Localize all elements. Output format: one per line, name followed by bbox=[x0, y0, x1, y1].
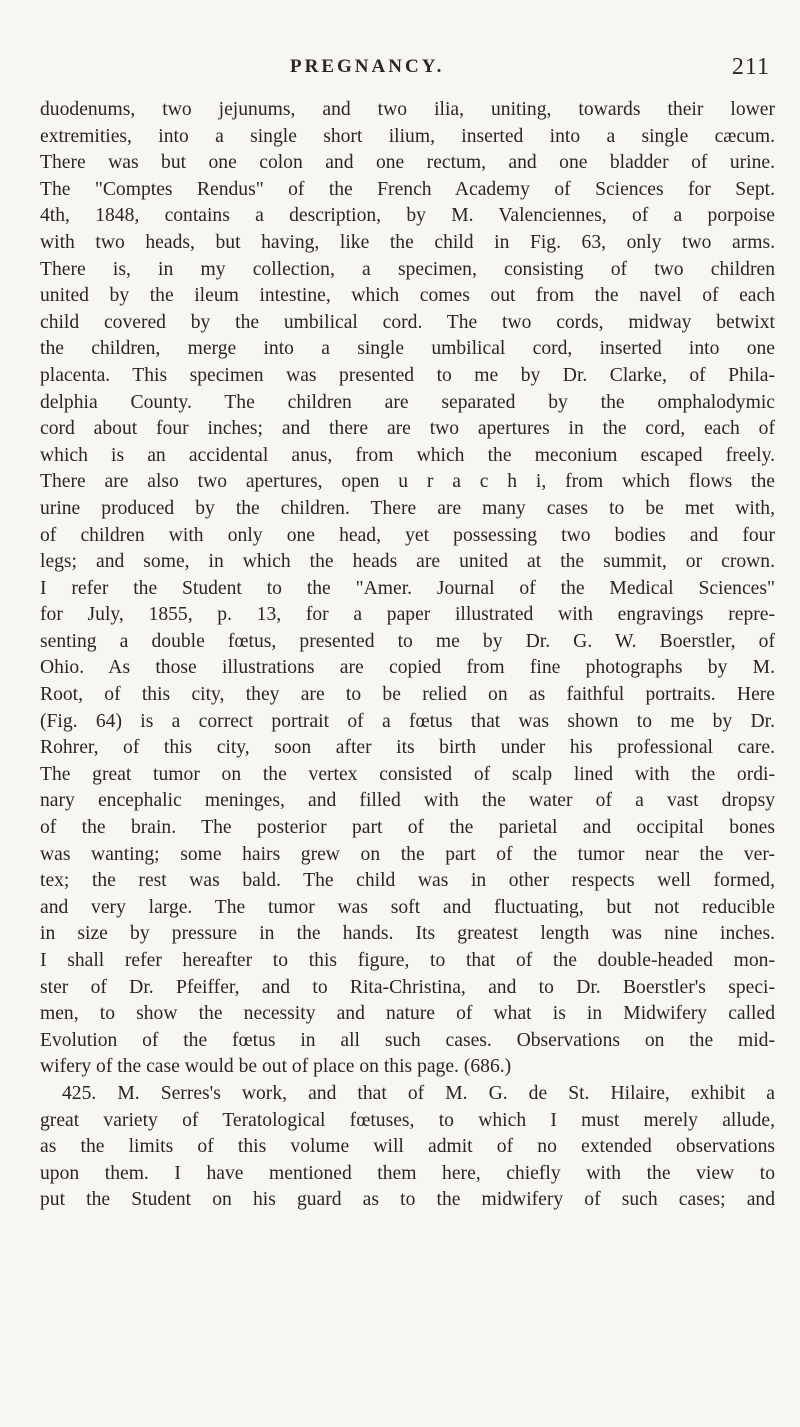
text-line: The great tumor on the vertex consisted of scalp lined with the ordi- bbox=[40, 763, 775, 785]
text-line: delphia County. The children are separated by the omphalodymic bbox=[40, 391, 775, 413]
text-line: wifery of the case would be out of place on this page. (686.) bbox=[40, 1056, 512, 1078]
text-line: with two heads, but having, like the child in Fig. 63, only two arms. bbox=[40, 231, 775, 253]
text-line: duodenums, two jejunums, and two ilia, uniting, towards their lower bbox=[40, 99, 775, 120]
text-line: great variety of Teratological fœtuses, to which I must merely allude, bbox=[40, 1109, 775, 1131]
text-line: There is, in my collection, a specimen, consisting of two children bbox=[40, 258, 775, 280]
text-line: extremities, into a single short ilium, inserted into a single cæcum. bbox=[40, 125, 775, 147]
text-line: put the Student on his guard as to the midwifery of such cases; and bbox=[40, 1189, 775, 1211]
text-line: the children, merge into a single umbilical cord, inserted into one bbox=[40, 338, 775, 360]
text-line: placenta. This specimen was presented to me by Dr. Clarke, of Phila- bbox=[40, 364, 775, 386]
running-head bbox=[0, 56, 800, 80]
text-line: I refer the Student to the "Amer. Journal of the Medical Sciences" bbox=[40, 577, 775, 599]
text-line: Ohio. As those illustrations are copied from fine photographs by M. bbox=[40, 657, 775, 679]
text-line: cord about four inches; and there are two apertures in the cord, each of bbox=[40, 418, 775, 440]
text-line: There was but one colon and one rectum, and one bladder of urine. bbox=[40, 152, 775, 174]
text-line: which is an accidental anus, from which the meconium escaped freely. bbox=[40, 444, 775, 466]
text-line: Rohrer, of this city, soon after its birth under his professional care. bbox=[40, 737, 775, 759]
text-line: and very large. The tumor was soft and fluctuating, but not reducible bbox=[40, 896, 775, 918]
text-line: 425. M. Serres's work, and that of M. G. de St. Hilaire, exhibit a bbox=[62, 1082, 775, 1104]
text-line: of the brain. The posterior part of the parietal and occipital bones bbox=[40, 817, 775, 839]
text-line: upon them. I have mentioned them here, chiefly with the view to bbox=[40, 1162, 775, 1184]
text-line: in size by pressure in the hands. Its greatest length was nine inches. bbox=[40, 923, 775, 945]
text-line: united by the ileum intestine, which comes out from the navel of each bbox=[40, 285, 775, 307]
text-line: (Fig. 64) is a correct portrait of a fœtus that was shown to me by Dr. bbox=[40, 710, 775, 732]
text-line: 4th, 1848, contains a description, by M. Valenciennes, of a porpoise bbox=[40, 205, 775, 227]
text-line: urine produced by the children. There are many cases to be met with, bbox=[40, 497, 775, 519]
text-line: There are also two apertures, open u r a c h i, from which flows the bbox=[40, 471, 775, 493]
text-line: Root, of this city, they are to be relied on as faithful portraits. Here bbox=[40, 684, 775, 706]
text-line: as the limits of this volume will admit of no extended observations bbox=[40, 1136, 775, 1158]
text-line: for July, 1855, p. 13, for a paper illustrated with engravings repre- bbox=[40, 604, 775, 626]
text-line: child covered by the umbilical cord. The two cords, midway betwixt bbox=[40, 311, 775, 333]
page-number: 211 bbox=[731, 54, 770, 80]
text-line: men, to show the necessity and nature of what is in Midwifery called bbox=[40, 1003, 775, 1025]
text-line: was wanting; some hairs grew on the part of the tumor near the ver- bbox=[40, 843, 775, 865]
text-line: ster of Dr. Pfeiffer, and to Rita-Christina, and to Dr. Boerstler's speci- bbox=[40, 976, 775, 998]
text-line: senting a double fœtus, presented to me by Dr. G. W. Boerstler, of bbox=[40, 630, 775, 652]
text-line: nary encephalic meninges, and filled with the water of a vast dropsy bbox=[40, 790, 775, 812]
text-line: tex; the rest was bald. The child was in other respects well formed, bbox=[40, 870, 775, 892]
text-line: of children with only one head, yet possessing two bodies and four bbox=[40, 524, 775, 546]
text-line: The "Comptes Rendus" of the French Academy of Sciences for Sept. bbox=[40, 178, 775, 200]
body-text bbox=[40, 97, 775, 1214]
text-line: legs; and some, in which the heads are united at the summit, or crown. bbox=[40, 551, 775, 573]
text-line: I shall refer hereafter to this figure, to that of the double-headed mon- bbox=[40, 950, 775, 971]
text-line: Evolution of the fœtus in all such cases. Observations on the mid- bbox=[40, 1029, 775, 1051]
running-title: PREGNANCY. bbox=[290, 56, 445, 77]
